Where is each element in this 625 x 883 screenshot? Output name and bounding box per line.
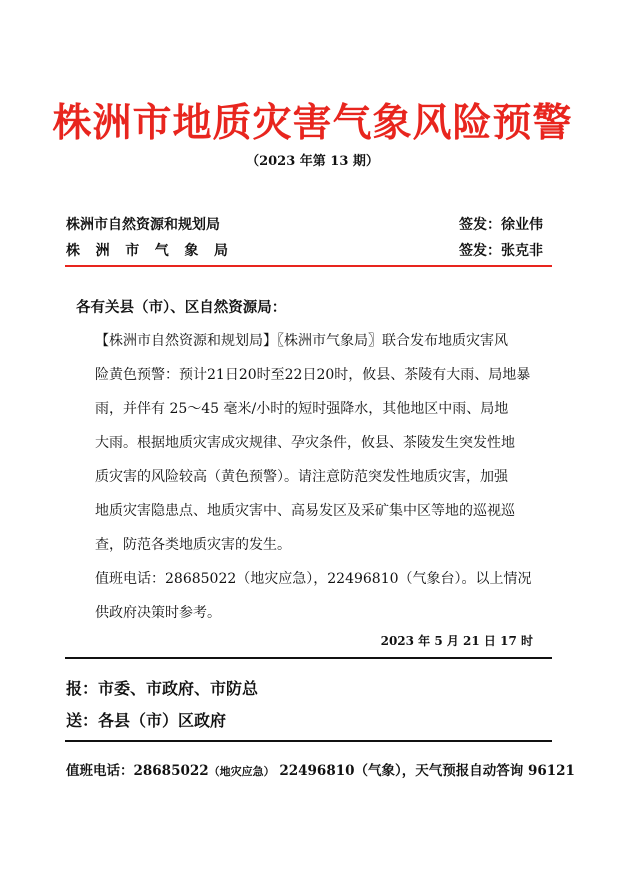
body-line: 【株洲市自然资源和规划局】〖株洲市气象局〗联合发布地质灾害风 [95,333,508,349]
body-line: 大雨。根据地质灾害成灾规律、孕灾条件，攸县、茶陵发生突发性地 [95,435,515,451]
issue-number: （2023 年第 13 期） [246,154,379,169]
black-divider [65,657,552,659]
agency-2-char: 洲 [95,243,110,259]
body-line: 质灾害的风险较高（黄色预警）。请注意防范突发性地质灾害，加强 [95,469,508,485]
addressee: 各有关县（市）、区自然资源局： [76,299,287,316]
body-line: 地质灾害隐患点、地质灾害中、高易发区及采矿集中区等地的巡视巡 [95,503,515,519]
red-divider [65,265,552,267]
agency-2-char: 象 [184,243,199,259]
footer-phone-1-note: （地灾应急） [208,765,275,778]
body-line: 值班电话：28685022（地灾应急），22496810（气象台）。以上情况 [95,571,532,587]
issuer-signer-2: 签发：张克非 [459,243,543,259]
body-line: 险黄色预警：预计21日20时至22日20时，攸县、茶陵有大雨、局地暴 [95,367,531,383]
issuer-signer-1: 签发：徐业伟 [459,217,543,233]
agency-2-char: 气 [154,243,169,259]
footer-phone-2: 22496810 [279,763,355,779]
issuer-agency-2 [66,240,228,260]
agency-2-char: 株 [66,243,80,259]
footer-phone-1: 28685022 [133,763,209,779]
send-to: 送：各县（市）区政府 [66,711,227,730]
document-title: 株洲市地质灾害气象风险预警 [52,100,573,146]
report-to: 报：市委、市政府、市防总 [66,679,259,698]
agency-2-char: 市 [125,243,140,259]
footer-hotline [66,759,575,779]
issuer-agency-1: 株洲市自然资源和规划局 [66,217,220,233]
agency-2-char: 局 [213,243,228,259]
issue-datetime: 2023 年 5 月 21 日 17 时 [380,634,533,648]
black-divider [65,740,552,742]
body-line: 查，防范各类地质灾害的发生。 [95,537,291,553]
footer-label: 值班电话： [66,763,134,779]
body-line: 供政府决策时参考。 [95,605,221,621]
footer-rest: （气象），天气预报自动答询 96121 [354,763,575,779]
body-line: 雨，并伴有 25～45 毫米/小时的短时强降水，其他地区中雨、局地 [95,401,509,417]
